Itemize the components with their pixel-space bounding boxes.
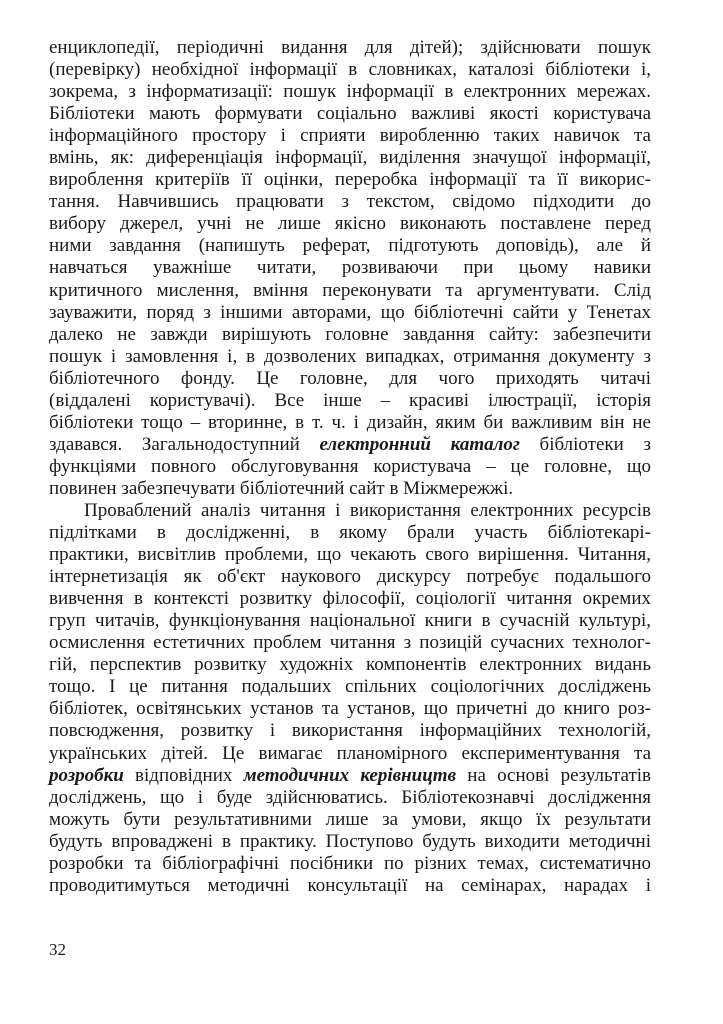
- text-line: досліджень, що і буде здійснюватись. Бібліотекознавчі дослідження: [49, 786, 651, 808]
- text-line: навчаться уважніше читати, розвиваючи при цьому навики: [49, 257, 651, 279]
- text-line: будуть впроваджені в практику. Поступово будуть виходити методичні: [49, 830, 651, 852]
- text-line: ними завдання (напишуть реферат, підготують доповідь), але й: [49, 235, 651, 257]
- text-line: проводитимуться методичні консультації на семінарах, нарадах і: [49, 874, 651, 896]
- body-text: [49, 37, 651, 897]
- text-line: зауважити, поряд з іншими авторами, що бібліотечні сайти у Тенетах: [49, 301, 651, 323]
- line-segment: бібліотеки з: [519, 433, 651, 455]
- text-line: Проваблений аналіз читання і використання електронних ресурсів: [84, 499, 651, 521]
- emphasis-text: розробки: [49, 764, 124, 786]
- line-segment: відповідних: [123, 764, 244, 786]
- line-segment: на основі результатів: [456, 764, 651, 786]
- text-line: Бібліотеки мають формувати соціально важливі якості користувача: [49, 103, 651, 125]
- text-line: інтернетизація як об'єкт наукового дискурсу потребує подальшого: [49, 566, 651, 588]
- text-line: підлітками в дослідженні, в якому брали участь бібліотекарі-: [49, 522, 651, 544]
- paragraph-2: [49, 500, 651, 897]
- text-line: далеко не завжди вирішують головне завдання сайту: забезпечити: [49, 323, 651, 345]
- line-segment: здавався. Загальнодоступний: [49, 433, 320, 455]
- text-line: функціями повного обслуговування користувача – це головне, що: [49, 455, 651, 477]
- paragraph-1: [49, 37, 651, 500]
- text-line: бібліотечного фонду. Це головне, для чого приходять читачі: [49, 367, 651, 389]
- text-line: осмислення естетичних проблем читання з позицій сучасних технолог-: [49, 632, 651, 654]
- text-line: вивчення в контексті розвитку філософії, соціології читання окремих: [49, 588, 651, 610]
- text-line: вмінь, як: диференціація інформації, виділення значущої інформації,: [49, 147, 651, 169]
- text-line: бібліотек, освітянських установ та установ, що причетні до книго роз-: [49, 698, 651, 720]
- text-line: гій, перспектив розвитку художніх компонентів електронних видань: [49, 654, 651, 676]
- emphasis-text: електронний каталог: [319, 433, 520, 455]
- text-line: (віддалені користувачі). Все інше – красиві ілюстрації, історія: [49, 389, 651, 411]
- text-line: тощо. І це питання подальших спільних соціологічних досліджень: [49, 676, 651, 698]
- text-line: пошук і замовлення і, в дозволених випадках, отримання документу з: [49, 345, 651, 367]
- text-line: зокрема, з інформатизації: пошук інформації в електронних мережах.: [49, 81, 651, 103]
- text-line: (перевірку) необхідної інформації в словниках, каталозі бібліотеки і,: [49, 59, 651, 81]
- text-line: [49, 765, 651, 787]
- text-line: вибору джерел, учні не лише якісно виконають поставлене перед: [49, 213, 651, 235]
- text-line: критичного мислення, вміння переконувати та аргументувати. Слід: [49, 279, 651, 301]
- text-line: енциклопедії, періодичні видання для дітей); здійснювати пошук: [49, 37, 651, 58]
- text-line: розробки та бібліографічні посібники по різних темах, систематично: [49, 852, 651, 874]
- text-line: інформаційного простору і сприяти виробленню таких навичок та: [49, 125, 651, 147]
- text-line: повсюдження, розвитку і використання інформаційних технологій,: [49, 720, 651, 742]
- text-line: повинен забезпечувати бібліотечний сайт в Міжмережжі.: [49, 477, 514, 499]
- text-line: [49, 434, 651, 456]
- text-line: тання. Навчившись працювати з текстом, свідомо підходити до: [49, 191, 651, 213]
- text-line: бібліотеки тощо – вторинне, в т. ч. і дизайн, яким би важливим він не: [49, 411, 651, 433]
- text-line: можуть бути результативними лише за умови, якщо їх результати: [49, 808, 651, 830]
- text-line: практики, висвітлив проблеми, що чекають свого вирішення. Читання,: [49, 544, 651, 566]
- page-number: 32: [49, 940, 66, 959]
- text-line: вироблення критеріїв її оцінки, переробка інформації та її викорис-: [49, 169, 651, 191]
- text-line: українських дітей. Це вимагає планомірного експериментування та: [49, 742, 651, 764]
- emphasis-text: методичних керівництв: [243, 764, 457, 786]
- text-line: груп читачів, функціонування національної книги в сучасній культурі,: [49, 610, 651, 632]
